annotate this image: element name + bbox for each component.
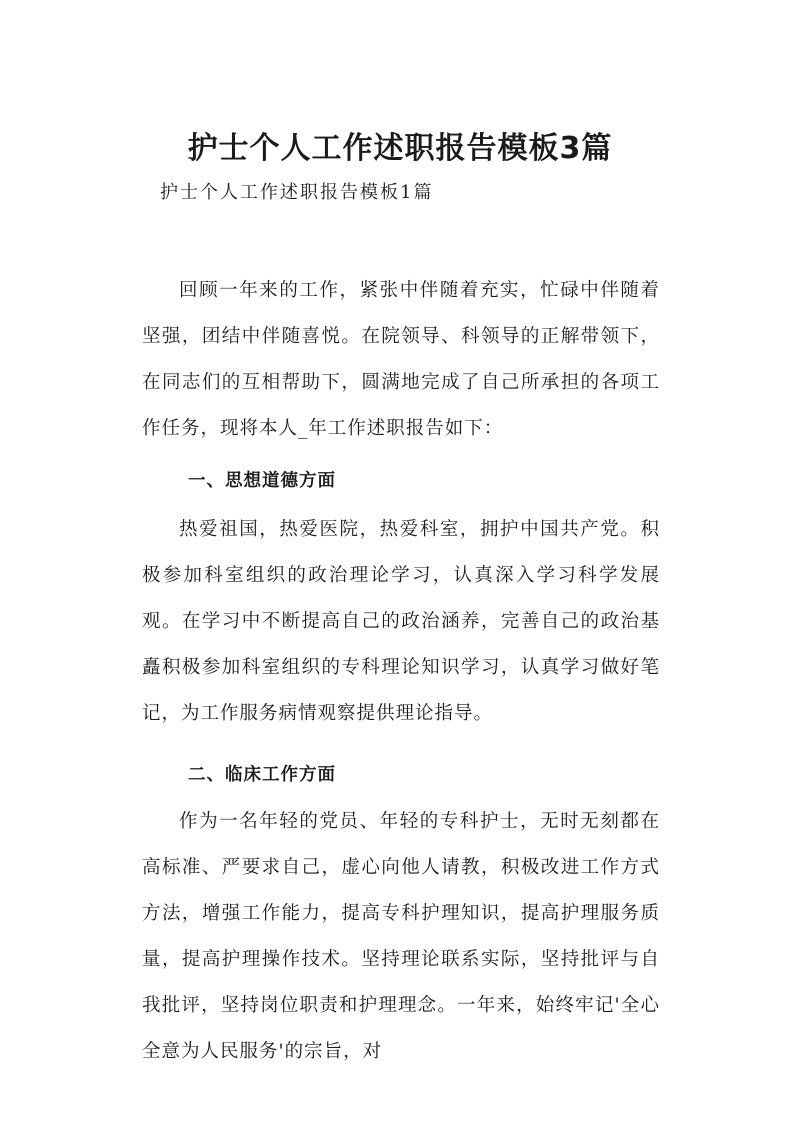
paragraph-ideology: 热爱祖国，热爱医院，热爱科室，拥护中国共产党。积极参加科室组织的政治理论学习，认真深入学习科学发展观。在学习中不断提高自己的政治涵养，完善自己的政治基矗积极参加科室组织的专科理论知识学习，认真学习做好笔记，为工作服务病情观察提供理论指导。 <box>142 519 660 724</box>
section-heading-ideology: 一、思想道德方面 <box>188 471 336 491</box>
paragraph-clinical: 作为一名年轻的党员、年轻的专科护士，无时无刻都在高标准、严要求自己，虚心向他人请教，积极改进工作方式方法，增强工作能力，提高专科护理知识，提高护理服务质量，提高护理操作技术。坚持理论联系实际，坚持批评与自我批评，坚持岗位职责和护理理念。一年来，始终牢记'全心全意为人民服务'的宗旨，对 <box>142 811 660 1062</box>
document-subtitle: 护士个人工作述职报告模板1篇 <box>160 182 434 203</box>
document-title: 护士个人工作述职报告模板3篇 <box>187 131 613 166</box>
section-heading-clinical: 二、临床工作方面 <box>188 765 336 785</box>
paragraph-intro: 回顾一年来的工作，紧张中伴随着充实，忙碌中伴随着坚强，团结中伴随喜悦。在院领导、科领导的正解带领下，在同志们的互相帮助下，圆满地完成了自己所承担的各项工作任务，现将本人_年工作述职报告如下： <box>142 280 660 439</box>
